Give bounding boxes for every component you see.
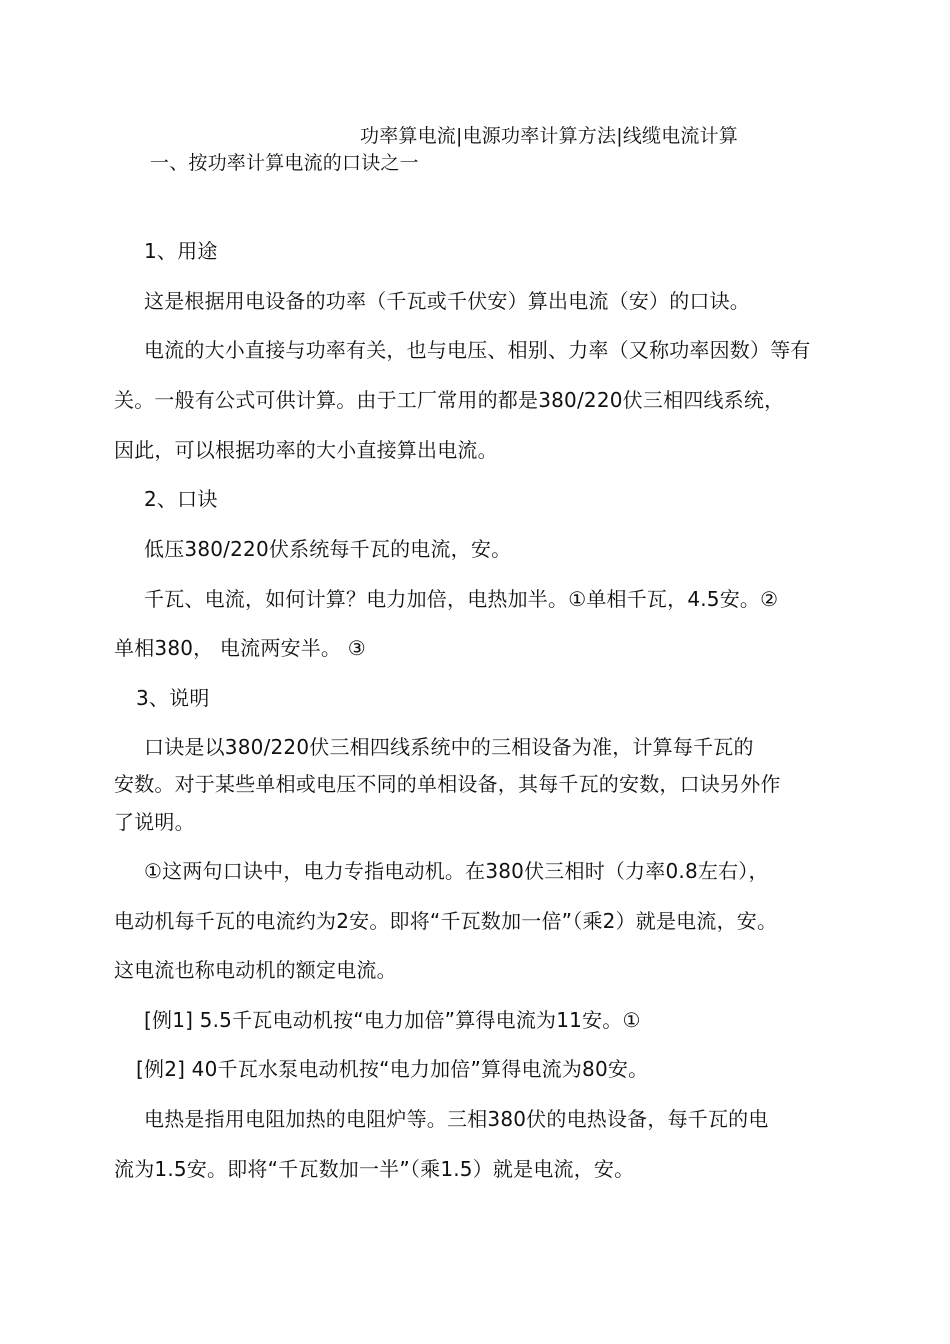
section-heading: 一、按功率计算电流的口诀之一 bbox=[150, 152, 419, 174]
paragraph-line: 电动机每千瓦的电流约为2安。即将“千瓦数加一倍”（乘2）就是电流，安。 bbox=[114, 909, 778, 933]
paragraph-line: 单相380， 电流两安半。 ③ bbox=[114, 636, 366, 660]
example-line: [例1] 5.5千瓦电动机按“电力加倍”算得电流为11安。① bbox=[144, 1008, 641, 1032]
paragraph-line: 这是根据用电设备的功率（千瓦或千伏安）算出电流（安）的口诀。 bbox=[144, 289, 750, 313]
subheading-explanation: 3、说明 bbox=[136, 686, 210, 710]
paragraph-line: 流为1.5安。即将“千瓦数加一半”（乘1.5）就是电流，安。 bbox=[114, 1157, 635, 1181]
paragraph-line: 安数。对于某些单相或电压不同的单相设备，其每千瓦的安数，口诀另外作 bbox=[114, 772, 781, 796]
example-line: [例2] 40千瓦水泵电动机按“电力加倍”算得电流为80安。 bbox=[136, 1057, 649, 1081]
document-title: 功率算电流|电源功率计算方法|线缆电流计算 bbox=[360, 125, 739, 147]
paragraph-line: 口诀是以380/220伏三相四线系统中的三相设备为准，计算每千瓦的 bbox=[144, 735, 754, 759]
paragraph-line: 这电流也称电动机的额定电流。 bbox=[114, 958, 397, 982]
paragraph-line: 关。一般有公式可供计算。由于工厂常用的都是380/220伏三相四线系统， bbox=[114, 388, 785, 412]
subheading-formula: 2、口诀 bbox=[144, 487, 218, 511]
paragraph-line: 电热是指用电阻加热的电阻炉等。三相380伏的电热设备，每千瓦的电 bbox=[144, 1107, 769, 1131]
subheading-usage: 1、用途 bbox=[144, 239, 218, 263]
paragraph-line: 了说明。 bbox=[114, 810, 195, 834]
paragraph-line: 千瓦、电流，如何计算？电力加倍，电热加半。①单相千瓦，4.5安。② bbox=[144, 587, 779, 611]
paragraph-line: 因此，可以根据功率的大小直接算出电流。 bbox=[114, 438, 498, 462]
paragraph-line: 电流的大小直接与功率有关，也与电压、相别、力率（又称功率因数）等有 bbox=[144, 338, 811, 362]
paragraph-line: 低压380/220伏系统每千瓦的电流，安。 bbox=[144, 537, 512, 561]
paragraph-line: ①这两句口诀中，电力专指电动机。在380伏三相时（力率0.8左右）， bbox=[144, 859, 769, 883]
